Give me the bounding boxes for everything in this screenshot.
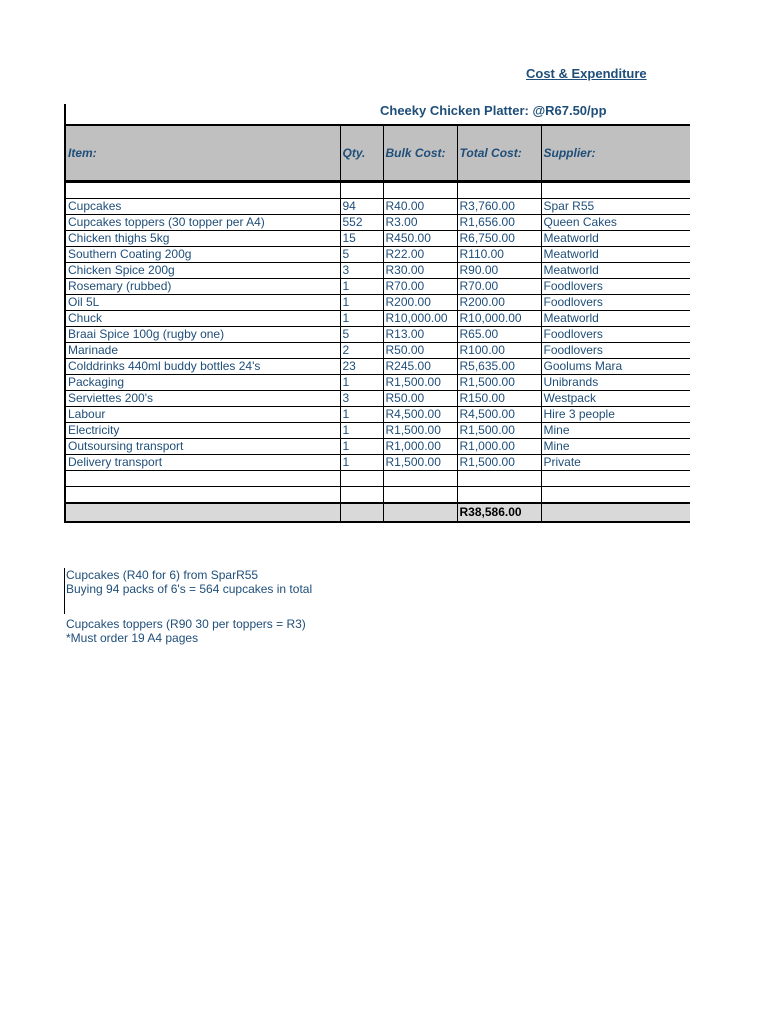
blank-row [65, 182, 690, 199]
cell-total-cost[interactable]: R10,000.00 [457, 311, 541, 327]
cell[interactable] [340, 471, 383, 487]
cell-item[interactable]: Chicken Spice 200g [65, 263, 340, 279]
cell-supplier[interactable]: Meatworld [541, 231, 690, 247]
cell[interactable] [541, 487, 690, 504]
cell-bulk-cost[interactable]: R50.00 [383, 343, 457, 359]
cell-item[interactable]: Delivery transport [65, 455, 340, 471]
cell-item[interactable]: Cupcakes [65, 199, 340, 215]
grand-total-cell[interactable]: R38,586.00 [457, 503, 541, 522]
cell-qty[interactable]: 1 [340, 439, 383, 455]
cell-qty[interactable]: 1 [340, 375, 383, 391]
cell-bulk-cost[interactable]: R40.00 [383, 199, 457, 215]
table-row [65, 295, 690, 311]
cell-total-cost[interactable]: R200.00 [457, 295, 541, 311]
cell-item[interactable]: Oil 5L [65, 295, 340, 311]
cell-supplier[interactable]: Foodlovers [541, 295, 690, 311]
cell-bulk-cost[interactable]: R1,000.00 [383, 439, 457, 455]
table-row [65, 407, 690, 423]
table-row [65, 439, 690, 455]
table-row [65, 327, 690, 343]
cell[interactable] [340, 182, 383, 199]
cell-supplier[interactable]: Westpack [541, 391, 690, 407]
cell-total-cost[interactable]: R1,000.00 [457, 439, 541, 455]
cell-qty[interactable]: 1 [340, 311, 383, 327]
cell-supplier[interactable]: Mine [541, 423, 690, 439]
cell-total-cost[interactable]: R1,500.00 [457, 423, 541, 439]
table-row [65, 199, 690, 215]
cell-total-cost[interactable]: R6,750.00 [457, 231, 541, 247]
cell-supplier[interactable]: Unibrands [541, 375, 690, 391]
cell-item[interactable]: Chuck [65, 311, 340, 327]
cell-supplier[interactable]: Foodlovers [541, 343, 690, 359]
cell-supplier[interactable]: Hire 3 people [541, 407, 690, 423]
cell-item[interactable]: Chicken thighs 5kg [65, 231, 340, 247]
table-row [65, 423, 690, 439]
cell-total-cost[interactable]: R5,635.00 [457, 359, 541, 375]
cell[interactable] [457, 487, 541, 504]
blank-row [65, 471, 690, 487]
cell[interactable] [541, 471, 690, 487]
cell-total-cost[interactable]: R1,656.00 [457, 215, 541, 231]
cell-item[interactable]: Braai Spice 100g (rugby one) [65, 327, 340, 343]
cell[interactable] [457, 182, 541, 199]
cell-total-cost[interactable]: R65.00 [457, 327, 541, 343]
cell-qty[interactable]: 1 [340, 423, 383, 439]
note-line[interactable]: Buying 94 packs of 6's = 564 cupcakes in total [66, 582, 313, 596]
cell-qty[interactable]: 552 [340, 215, 383, 231]
cell-qty[interactable]: 1 [340, 455, 383, 471]
cell-total-cost[interactable]: R4,500.00 [457, 407, 541, 423]
cell-bulk-cost[interactable]: R4,500.00 [383, 407, 457, 423]
cell-total-cost[interactable]: R110.00 [457, 247, 541, 263]
cell-item[interactable]: Outsoursing transport [65, 439, 340, 455]
cell-total-cost[interactable]: R3,760.00 [457, 199, 541, 215]
cell[interactable] [541, 182, 690, 199]
cell-bulk-cost[interactable]: R1,500.00 [383, 423, 457, 439]
note-line[interactable]: Cupcakes toppers (R90 30 per toppers = R3) [66, 617, 306, 631]
cell-item[interactable]: Cupcakes toppers (30 topper per A4) [65, 215, 340, 231]
header-bulk-cost[interactable]: Bulk Cost: [383, 125, 457, 182]
table-row [65, 343, 690, 359]
cell-bulk-cost[interactable]: R13.00 [383, 327, 457, 343]
cell-bulk-cost[interactable]: R245.00 [383, 359, 457, 375]
cell-supplier[interactable]: Private [541, 455, 690, 471]
notes-section [64, 568, 312, 645]
cell-supplier[interactable]: Mine [541, 439, 690, 455]
header-supplier[interactable]: Supplier: [541, 125, 690, 182]
table-row [65, 247, 690, 263]
cell-supplier[interactable]: Meatworld [541, 263, 690, 279]
table-row [65, 375, 690, 391]
cell-item[interactable]: Colddrinks 440ml buddy bottles 24's [65, 359, 340, 375]
cell-total-cost[interactable]: R1,500.00 [457, 455, 541, 471]
table-row [65, 263, 690, 279]
cell-supplier[interactable]: Foodlovers [541, 279, 690, 295]
cell-total-cost[interactable]: R150.00 [457, 391, 541, 407]
cell-bulk-cost[interactable]: R50.00 [383, 391, 457, 407]
table-row [65, 279, 690, 295]
table-row [65, 311, 690, 327]
table-row [65, 455, 690, 471]
cell-total-cost[interactable]: R70.00 [457, 279, 541, 295]
table-row [65, 231, 690, 247]
table-row [65, 359, 690, 375]
cell-qty[interactable]: 23 [340, 359, 383, 375]
cell[interactable] [383, 182, 457, 199]
cell[interactable] [65, 182, 340, 199]
cell-supplier[interactable]: Meatworld [541, 311, 690, 327]
cell-item[interactable]: Marinade [65, 343, 340, 359]
sheet-border [64, 104, 66, 126]
cell-bulk-cost[interactable]: R70.00 [383, 279, 457, 295]
cell-total-cost[interactable]: R90.00 [457, 263, 541, 279]
cell-qty[interactable]: 1 [340, 295, 383, 311]
notes-border [64, 568, 65, 614]
header-item[interactable]: Item: [65, 125, 340, 182]
cell[interactable] [457, 471, 541, 487]
cell-bulk-cost[interactable]: R22.00 [383, 247, 457, 263]
cell-qty[interactable]: 94 [340, 199, 383, 215]
cell-supplier[interactable]: Spar R55 [541, 199, 690, 215]
header-qty[interactable]: Qty. [340, 125, 383, 182]
cell[interactable] [65, 471, 340, 487]
cell-bulk-cost[interactable]: R200.00 [383, 295, 457, 311]
cell-supplier[interactable]: Foodlovers [541, 327, 690, 343]
cell[interactable] [65, 487, 340, 504]
cell-bulk-cost[interactable]: R10,000.00 [383, 311, 457, 327]
cell-bulk-cost[interactable]: R1,500.00 [383, 455, 457, 471]
platter-subtitle: Cheeky Chicken Platter: @R67.50/pp [380, 103, 607, 118]
cell-qty[interactable]: 2 [340, 343, 383, 359]
cell-supplier[interactable]: Queen Cakes [541, 215, 690, 231]
cell-item[interactable]: Labour [65, 407, 340, 423]
cell-qty[interactable]: 1 [340, 407, 383, 423]
cell[interactable] [340, 503, 383, 522]
cell-item[interactable]: Rosemary (rubbed) [65, 279, 340, 295]
cell-qty[interactable]: 15 [340, 231, 383, 247]
cell-bulk-cost[interactable]: R3.00 [383, 215, 457, 231]
cell-supplier[interactable]: Meatworld [541, 247, 690, 263]
cell-bulk-cost[interactable]: R450.00 [383, 231, 457, 247]
cell[interactable] [340, 487, 383, 504]
table-header-row [65, 125, 690, 182]
cell-qty[interactable]: 5 [340, 327, 383, 343]
cell[interactable] [383, 487, 457, 504]
cell-total-cost[interactable]: R100.00 [457, 343, 541, 359]
cell-item[interactable]: Packaging [65, 375, 340, 391]
cell-qty[interactable]: 5 [340, 247, 383, 263]
total-row [65, 503, 690, 522]
blank-row [65, 487, 690, 504]
note-line[interactable]: *Must order 19 A4 pages [66, 631, 199, 645]
cell-bulk-cost[interactable]: R30.00 [383, 263, 457, 279]
cell[interactable] [65, 503, 340, 522]
cell-qty[interactable]: 3 [340, 263, 383, 279]
cost-table [64, 124, 690, 523]
cell-bulk-cost[interactable]: R1,500.00 [383, 375, 457, 391]
header-total-cost[interactable]: Total Cost: [457, 125, 541, 182]
cell-item[interactable]: Southern Coating 200g [65, 247, 340, 263]
cell-total-cost[interactable]: R1,500.00 [457, 375, 541, 391]
cell[interactable] [541, 503, 690, 522]
cell-item[interactable]: Electricity [65, 423, 340, 439]
cell-item[interactable]: Serviettes 200's [65, 391, 340, 407]
cell-qty[interactable]: 3 [340, 391, 383, 407]
page-heading: Cost & Expenditure [526, 66, 647, 81]
table-row [65, 215, 690, 231]
cell[interactable] [383, 503, 457, 522]
cell-supplier[interactable]: Goolums Mara [541, 359, 690, 375]
note-line[interactable]: Cupcakes (R40 for 6) from SparR55 [66, 568, 259, 582]
cell-qty[interactable]: 1 [340, 279, 383, 295]
cell[interactable] [383, 471, 457, 487]
table-row [65, 391, 690, 407]
